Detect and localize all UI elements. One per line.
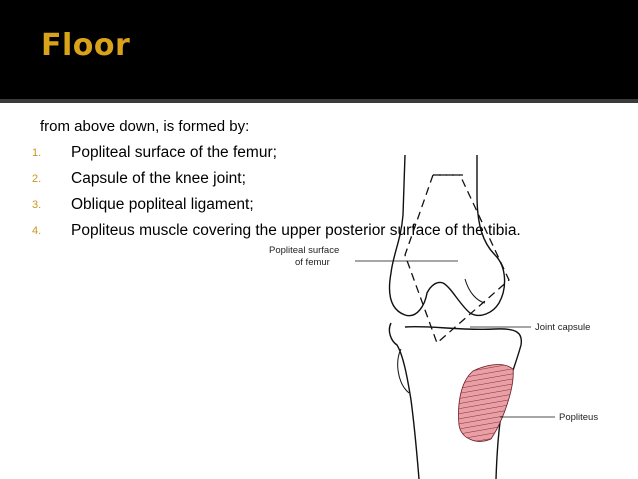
list-number: 1. bbox=[32, 147, 42, 159]
list-number: 4. bbox=[32, 225, 42, 237]
list-text: Popliteus muscle covering the upper posterior surface of the tibia. bbox=[71, 222, 521, 239]
list-text: Popliteal surface of the femur; bbox=[71, 144, 277, 161]
label-joint-capsule: Joint capsule bbox=[535, 322, 591, 333]
popliteal-surface-dashes bbox=[405, 175, 509, 343]
label-popliteal-surface: Popliteal surface bbox=[269, 245, 340, 256]
femur-outline bbox=[390, 155, 505, 316]
list-number: 3. bbox=[32, 199, 42, 211]
knee-diagram bbox=[255, 155, 638, 479]
list-text: Capsule of the knee joint; bbox=[71, 170, 246, 187]
slide-title: Floor bbox=[41, 28, 131, 63]
title-bar bbox=[0, 0, 638, 103]
list-number: 2. bbox=[32, 173, 42, 185]
list-text: Oblique popliteal ligament; bbox=[71, 196, 254, 213]
label-popliteal-surface-2: of femur bbox=[295, 257, 330, 268]
popliteus-muscle bbox=[459, 365, 514, 442]
tibia-outline bbox=[389, 323, 419, 479]
intro-text: from above down, is formed by: bbox=[40, 118, 250, 135]
label-popliteus: Popliteus bbox=[559, 412, 599, 423]
